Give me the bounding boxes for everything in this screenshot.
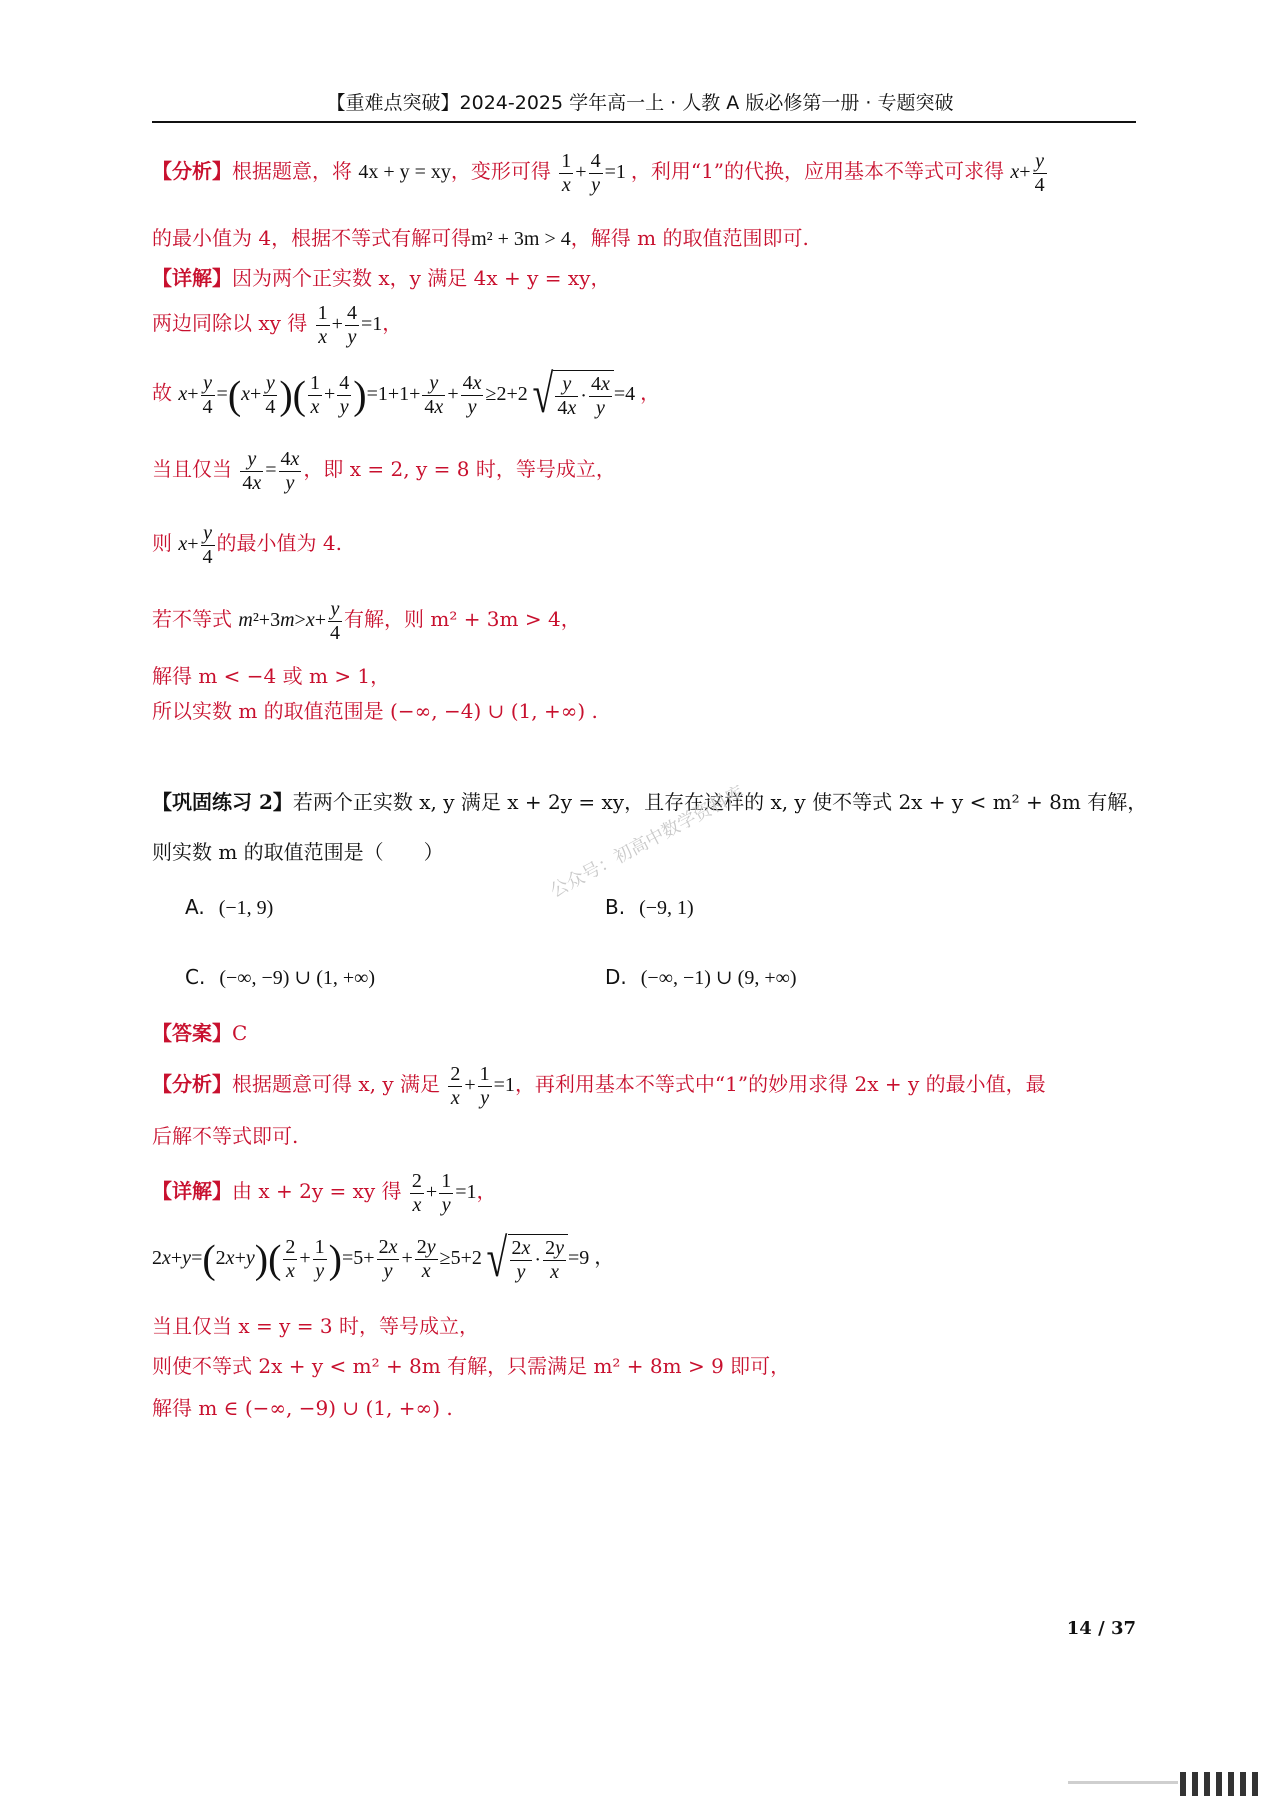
inequality-chain-2: 2x+y=(2x+y)( $\frac{2}{x}$ + $\frac{1}{y}$ )=5+ $\frac{2x}{y}$ + $\frac{2y}{x}$ ≥5+2 √ $\frac{2x}{y}$ · $\frac{2y}{x}$ =9 (152, 1228, 595, 1288)
detail-line-7: 解得 m < −4 或 m > 1， (152, 664, 391, 688)
detail-line-4: 当且仅当 $\frac{y}{4x}$ = $\frac{4x}{y}$ ，即 x = 2, y = 8 时，等号成立， (152, 448, 616, 494)
detail-tag: 【详解】 (152, 266, 232, 290)
analysis-line-2: 的最小值为 4，根据不等式有解可得m² + 3m > 4，解得 m 的取值范围即可. (152, 226, 809, 250)
exercise-analysis-line-1: 【分析】根据题意可得 x, y 满足 $\frac{2}{x}$ + $\frac{1}{y}$ =1，再利用基本不等式中“1”的妙用求得 2x + y 的最小值，最 (152, 1063, 1046, 1109)
exercise-detail-line-3: 当且仅当 x = y = 3 时，等号成立， (152, 1314, 479, 1338)
inequality-chain: x+ $\frac{y}{4}$ =(x+ $\frac{y}{4}$ )( $\frac{1}{x}$ + $\frac{4}{y}$ )=1+1+ $\frac{y}{4x}$ + $\frac{4x}{y}$ ≥2+2 √ $\frac{y}{4x}$ · $\frac{4x}{y}$ =4 (178, 364, 641, 424)
exercise-detail-line-5: 解得 m ∈ (−∞, −9) ∪ (1, +∞) . (152, 1396, 453, 1420)
analysis-tag: 【分析】 (152, 159, 232, 184)
exercise-detail-line-4: 则使不等式 2x + y < m² + 8m 有解，只需满足 m² + 8m > 9 即可， (152, 1354, 791, 1378)
exercise-detail-line-2: 2x+y=(2x+y)( $\frac{2}{x}$ + $\frac{1}{y}$ )=5+ $\frac{2x}{y}$ + $\frac{2y}{x}$ ≥5+2 √ $\frac{2x}{y}$ · $\frac{2y}{x}$ =9 ， (152, 1228, 615, 1288)
detail-line-2: 两边同除以 xy 得 $\frac{1}{x}$ + $\frac{4}{y}$ =1， (152, 302, 403, 348)
header-rule (152, 121, 1136, 123)
scrollbar-indicator-icon (1068, 1770, 1268, 1800)
answer-value: C (232, 1021, 248, 1045)
answer-tag: 【答案】 (152, 1021, 232, 1045)
analysis-line-1: 【分析】根据题意，将 4x + y = xy，变形可得 $\frac{1}{x}$ + $\frac{4}{y}$ =1 ，利用“1”的代换，应用基本不等式可求得 x+ $\frac{y}{4}$ (152, 150, 1049, 197)
expression: x+ $\frac{y}{4}$ (1010, 150, 1045, 196)
fraction-equation: $\frac{1}{x}$ + $\frac{4}{y}$ =1 (561, 150, 631, 196)
page-number: 14 / 37 (1066, 1618, 1136, 1639)
exercise-tag: 【巩固练习 2】 (152, 790, 293, 814)
detail-line-1: 【详解】因为两个正实数 x，y 满足 4x + y = xy， (152, 266, 611, 290)
exercise-analysis-line-2: 后解不等式即可. (152, 1124, 299, 1148)
option-a[interactable]: A. (−1, 9) (185, 895, 274, 919)
exercise-detail-line-1: 【详解】由 x + 2y = xy 得 $\frac{2}{x}$ + $\frac{1}{y}$ =1， (152, 1170, 497, 1216)
option-d[interactable]: D. (−∞, −1) ∪ (9, +∞) (605, 965, 797, 989)
equation: 4x + y = xy (358, 161, 451, 184)
detail-line-8: 所以实数 m 的取值范围是 (−∞, −4) ∪ (1, +∞) . (152, 699, 598, 723)
exercise-question-line-2: 则实数 m 的取值范围是（ ） (152, 840, 444, 864)
answer-line (152, 1017, 247, 1046)
watermark-text: 公众号：初高中数学资料库 (546, 782, 748, 903)
page-header: 【重难点突破】2024-2025 学年高一上 · 人教 A 版必修第一册 · 专题突破 (326, 92, 954, 114)
exercise-question-line-1: 【巩固练习 2】若两个正实数 x, y 满足 x + 2y = xy，且存在这样的 x, y 使不等式 2x + y < m² + 8m 有解， (152, 790, 1148, 814)
option-b[interactable]: B. (−9, 1) (605, 895, 694, 919)
detail-line-6: 若不等式 m²+3m>x+ $\frac{y}{4}$ 有解，则 m² + 3m > 4， (152, 598, 581, 644)
detail-line-5: 则 x+ $\frac{y}{4}$ 的最小值为 4. (152, 522, 342, 568)
detail-line-3: 故 x+ $\frac{y}{4}$ =(x+ $\frac{y}{4}$ )( $\frac{1}{x}$ + $\frac{4}{y}$ )=1+1+ $\frac{y}{4x}$ + $\frac{4x}{y}$ ≥2+2 √ $\frac{y}{4x}$ · $\frac{4x}{y}$ =4 ， (152, 364, 661, 424)
option-c[interactable]: C. (−∞, −9) ∪ (1, +∞) (185, 965, 376, 989)
